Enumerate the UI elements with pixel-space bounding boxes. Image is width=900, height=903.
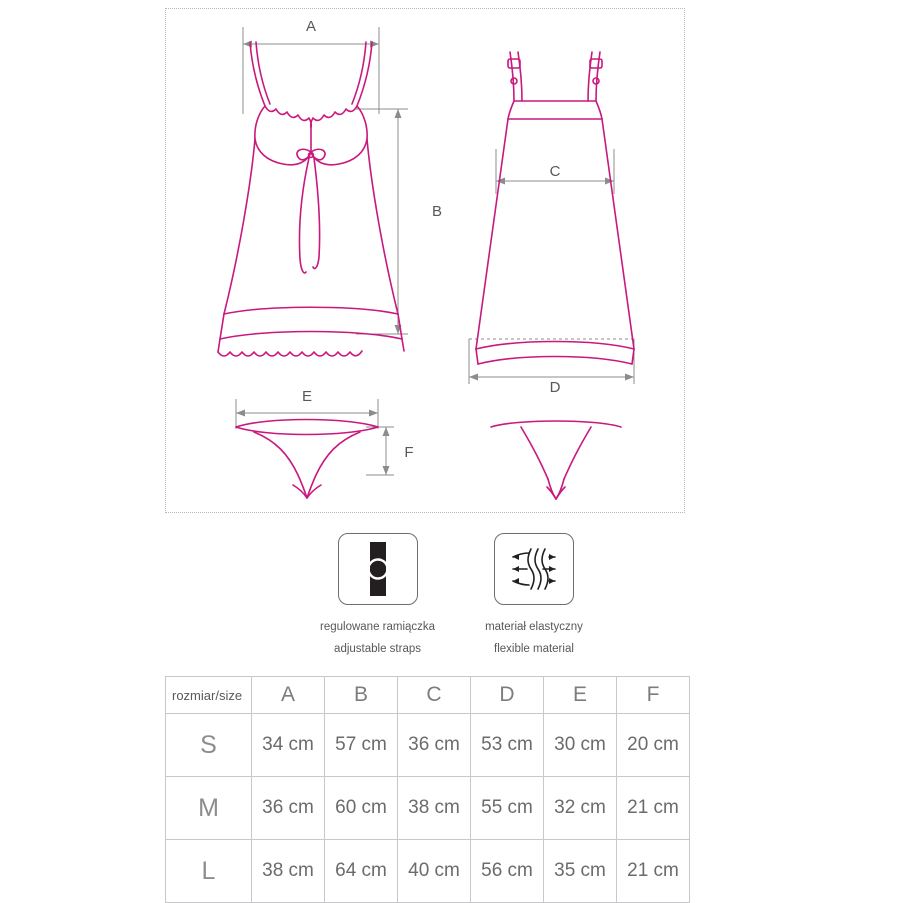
illustration-panel (165, 8, 685, 513)
feature-label-en: flexible material (494, 642, 574, 655)
dimension-f (366, 427, 394, 475)
cell-c: 40 cm (398, 840, 471, 903)
feature-label-en: adjustable straps (334, 642, 421, 655)
label-a: A (305, 18, 317, 35)
row-size: S (166, 714, 252, 777)
cell-c: 38 cm (398, 777, 471, 840)
cell-e: 30 cm (544, 714, 617, 777)
header-b: B (325, 677, 398, 714)
feature-list (320, 533, 590, 661)
dimension-b (356, 109, 408, 334)
header-a: A (252, 677, 325, 714)
chemise-back-view (469, 52, 634, 384)
cell-d: 56 cm (471, 840, 544, 903)
header-size-label: rozmiar/size (166, 677, 252, 714)
adjustable-strap-icon-box (338, 533, 418, 605)
cell-b: 64 cm (325, 840, 398, 903)
cell-f: 21 cm (617, 840, 690, 903)
cell-a: 36 cm (252, 777, 325, 840)
cell-d: 55 cm (471, 777, 544, 840)
label-f: F (404, 444, 414, 461)
cell-f: 21 cm (617, 777, 690, 840)
thong-back-view (491, 421, 621, 499)
cell-a: 34 cm (252, 714, 325, 777)
cell-f: 20 cm (617, 714, 690, 777)
feature-label-adjustable-straps (320, 617, 435, 661)
feature-flexible-material (485, 533, 583, 661)
cell-d: 53 cm (471, 714, 544, 777)
header-e: E (544, 677, 617, 714)
thong-front-view (236, 399, 394, 498)
table-row (166, 840, 690, 903)
table-row (166, 714, 690, 777)
table-header-row (166, 677, 690, 714)
chemise-front-view (218, 27, 408, 356)
feature-adjustable-straps (320, 533, 435, 661)
cell-a: 38 cm (252, 840, 325, 903)
size-table (165, 676, 690, 903)
cell-b: 57 cm (325, 714, 398, 777)
feature-label-flexible-material (485, 617, 583, 661)
row-size: M (166, 777, 252, 840)
header-d: D (471, 677, 544, 714)
feature-label-pl: regulowane ramiączka (320, 621, 436, 633)
feature-label-pl: materiał elastyczny (485, 621, 583, 633)
label-e: E (301, 388, 313, 405)
header-c: C (398, 677, 471, 714)
cell-e: 35 cm (544, 840, 617, 903)
label-d: D (549, 379, 561, 396)
header-f: F (617, 677, 690, 714)
row-size: L (166, 840, 252, 903)
label-b: B (431, 203, 443, 220)
elastic-material-icon-box (494, 533, 574, 605)
table-row (166, 777, 690, 840)
garment-diagram (166, 9, 684, 512)
label-c: C (549, 163, 561, 180)
adjustable-strap-icon (349, 540, 407, 598)
cell-b: 60 cm (325, 777, 398, 840)
cell-e: 32 cm (544, 777, 617, 840)
elastic-material-icon (505, 543, 563, 595)
cell-c: 36 cm (398, 714, 471, 777)
